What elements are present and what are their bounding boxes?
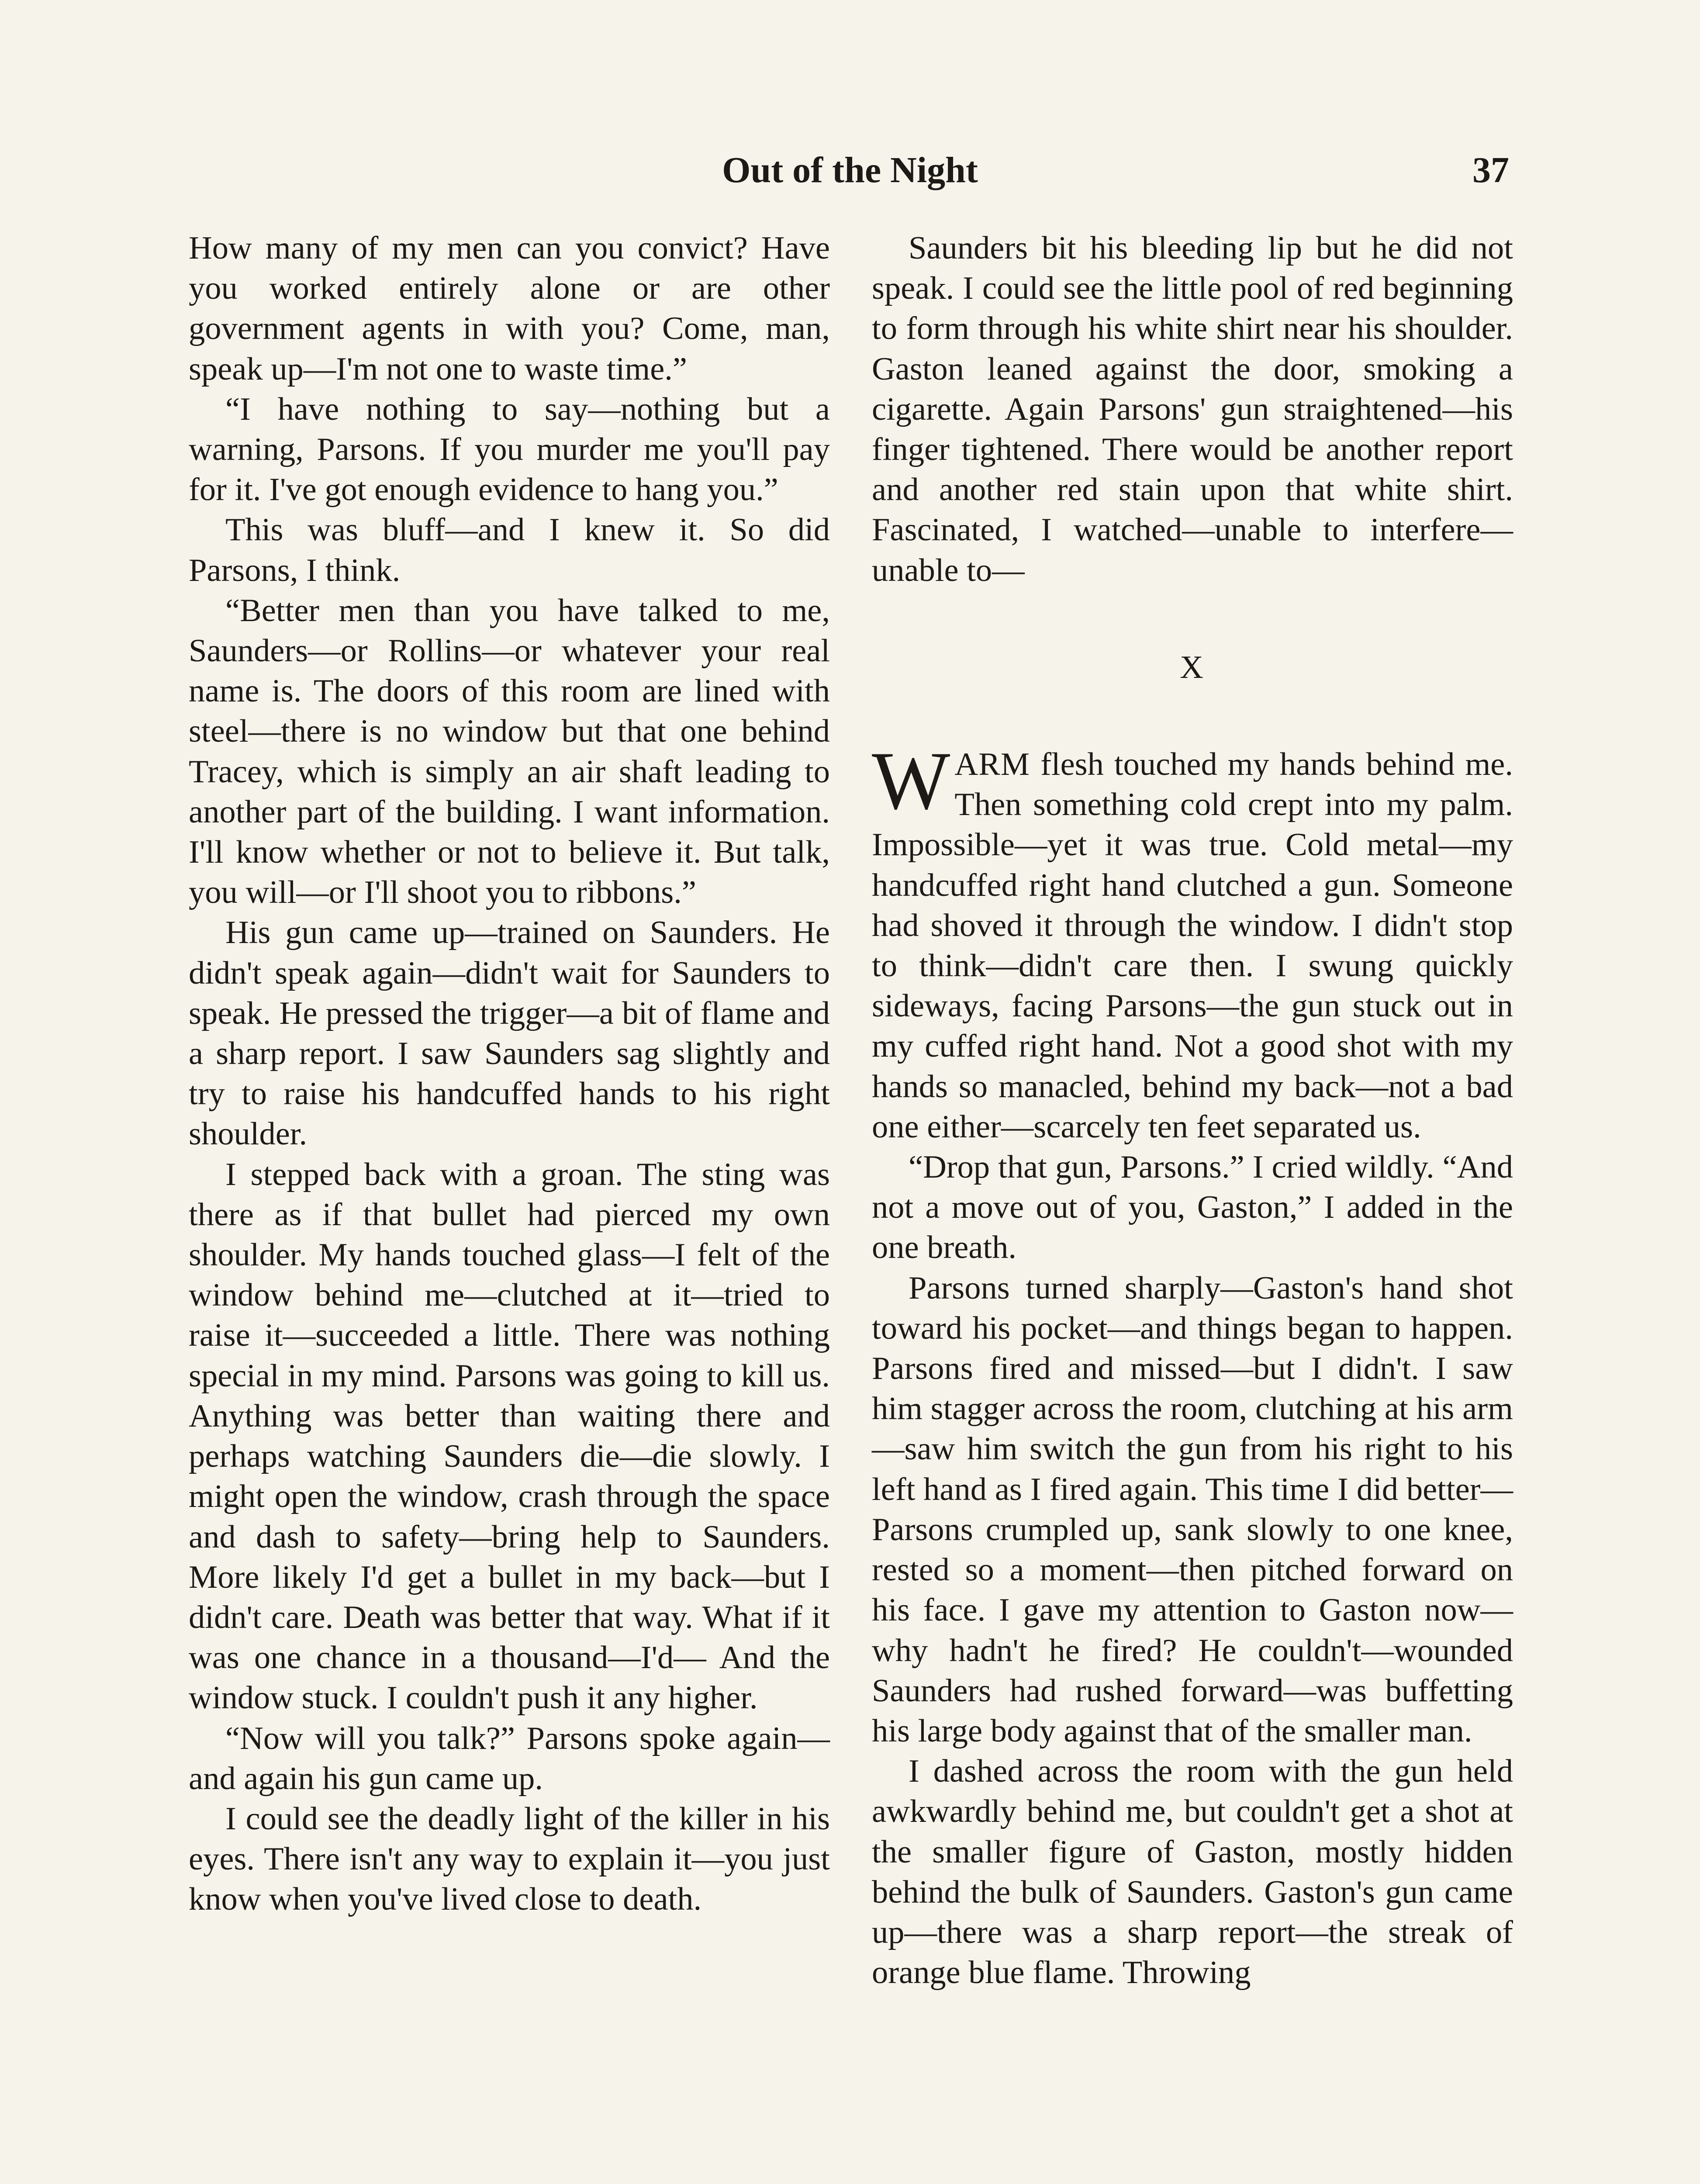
- paragraph: Saunders bit his bleeding lip but he did not speak. I could see the little pool of red beginning to form through his white shirt near his shoulder. Gaston leaned against the door, smoking a cigarette. Again Parsons' gun straightened—his finger tightened. There would be another report and another red stain upon that white shirt. Fascinated, I watched—unable to interfere—unable to—: [872, 230, 1513, 588]
- paragraph: How many of my men can you convict? Have you worked entirely alone or are other government agents in with you? Come, man, speak up—I'm not one to waste time.”: [189, 230, 830, 387]
- paragraph: “Drop that gun, Parsons.” I cried wildly. “And not a move out of you, Gaston,” I added in the one breath.: [872, 1149, 1513, 1266]
- paragraph: His gun came up—trained on Saunders. He didn't speak again—didn't wait for Saunders to speak. He pressed the trigger—a bit of flame and a sharp report. I saw Saunders sag slightly and try to raise his handcuffed hands to his right shoulder.: [189, 915, 830, 1152]
- paragraph: I could see the deadly light of the killer in his eyes. There isn't any way to explain it—you just know when you've lived close to death.: [189, 1800, 830, 1918]
- right-column: [872, 228, 1513, 1993]
- paragraph: “Better men than you have talked to me, Saunders—or Rollins—or whatever your real name is. The doors of this room are lined with steel—there is no window but that one behind Tracey, which is simply an air shaft leading to another part of the building. I want information. I'll know whether or not to believe it. But talk, you will—or I'll shoot you to ribbons.”: [189, 592, 830, 911]
- paragraph: I stepped back with a groan. The sting was there as if that bullet had pierced my own shoulder. My hands touched glass—I felt of the window behind me—clutched at it—tried to raise it—succeeded a little. There was nothing special in my mind. Parsons was going to kill us. Anything was better than waiting there and perhaps watching Saunders die—die slowly. I might open the window, crash through the space and dash to safety—bring help to Saunders. More likely I'd get a bullet in my back—but I didn't care. Death was better that way. What if it was one chance in a thousand—I'd— And the window stuck. I couldn't push it any higher.: [189, 1156, 830, 1716]
- running-title: Out of the Night: [722, 150, 978, 190]
- paragraph: Parsons turned sharply—Gaston's hand shot toward his pocket—and things began to happen. Parsons fired and missed—but I didn't. I saw him stagger across the room, clutching at his arm—saw him switch the gun from his right to his left hand as I fired again. This time I did better—Parsons crumpled up, sank slowly to one knee, rested so a moment—then pitched forward on his face. I gave my attention to Gaston now—why hadn't he fired? He couldn't—wounded Saunders had rushed forward—was buffetting his large body against that of the smaller man.: [872, 1270, 1513, 1749]
- section-opening-paragraph: [872, 735, 1513, 1147]
- paragraph: “I have nothing to say—nothing but a warning, Parsons. If you murder me you'll pay for it. I've got enough evidence to hang you.”: [189, 391, 830, 508]
- page-header: [0, 140, 1700, 201]
- page-number: 37: [1472, 150, 1509, 190]
- section-number: X: [1180, 649, 1205, 685]
- lead-caps: ARM: [954, 746, 1030, 783]
- paragraph-text: flesh touched my hands behind me. Then something cold crept into my palm. Impossible—yet it was true. Cold metal—my handcuffed right hand clutched a gun. Someone had shoved it through the window. I didn't stop to think—didn't care then. I swung quickly sideways, facing Parsons—the gun stuck out in my cuffed right hand. Not a good shot with my hands so manacled, behind my back—not a bad one either—scarcely ten feet separated us.: [872, 746, 1513, 1145]
- paragraph: I dashed across the room with the gun held awkwardly behind me, but couldn't get a shot at the smaller figure of Gaston, mostly hidden behind the bulk of Saunders. Gaston's gun came up—there was a sharp report—the streak of orange blue flame. Throwing: [872, 1753, 1513, 1991]
- left-column: [189, 228, 830, 1920]
- drop-cap: W: [872, 735, 950, 827]
- paragraph: “Now will you talk?” Parsons spoke again—and again his gun came up.: [189, 1720, 830, 1797]
- paragraph: This was bluff—and I knew it. So did Parsons, I think.: [189, 512, 830, 588]
